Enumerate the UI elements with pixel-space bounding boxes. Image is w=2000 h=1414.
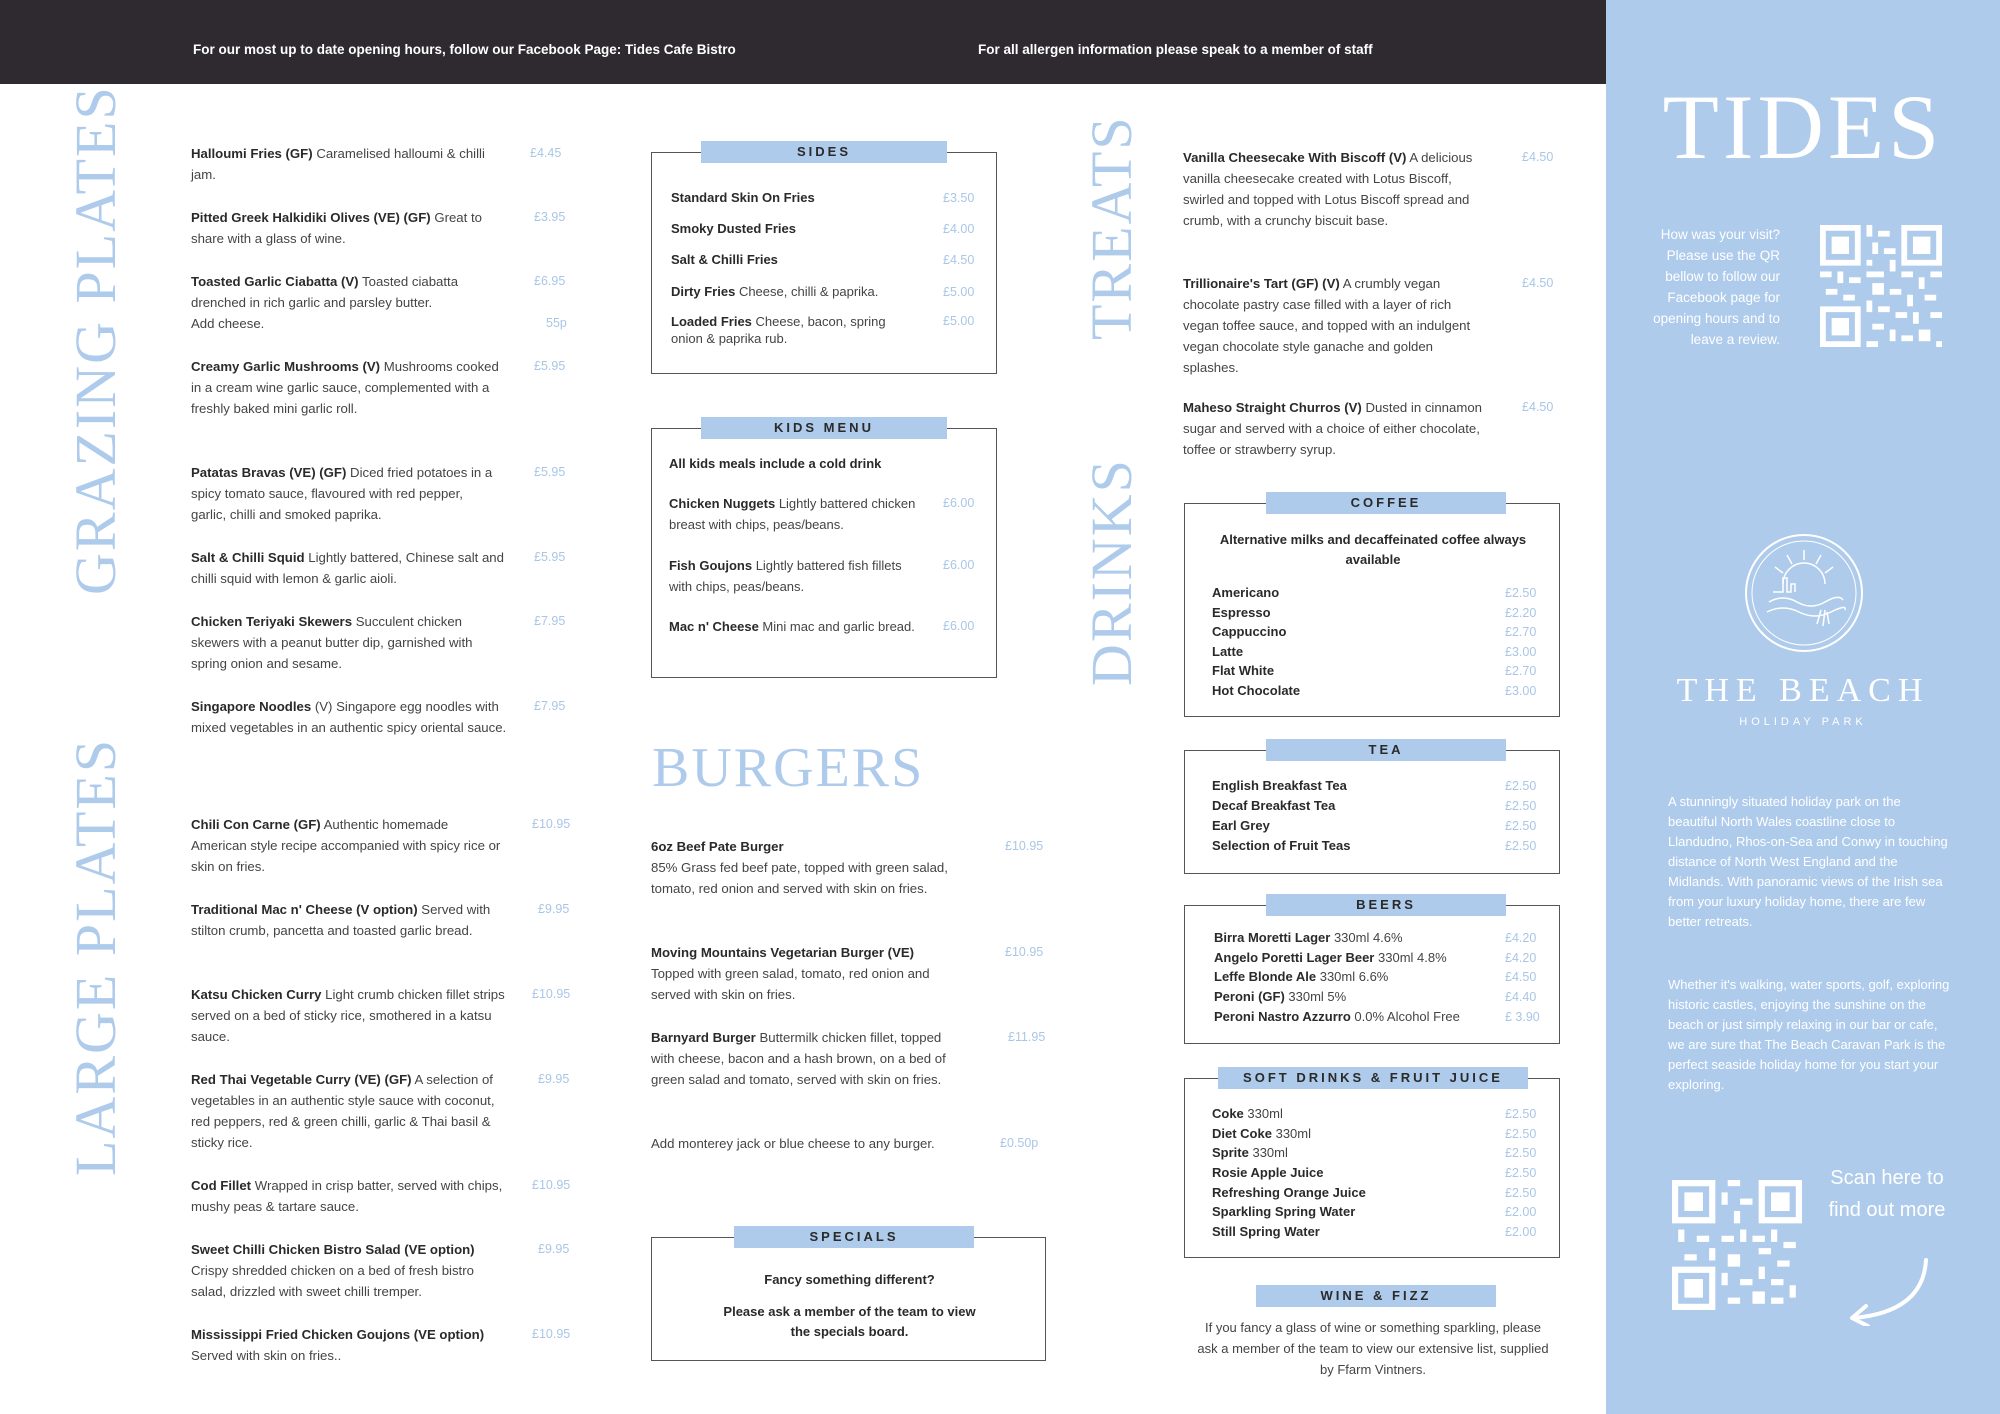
sides-row: Salt & Chilli Fries £4.50 (671, 252, 975, 267)
brand-title: TIDES (1662, 76, 1944, 178)
item-price: £7.95 (534, 699, 566, 713)
beer-row: Leffe Blonde Ale 330ml 6.6% £4.50 (1214, 969, 1537, 984)
menu-item: Red Thai Vegetable Curry (VE) (GF) A selection of vegetables in an authentic style sauce with coconut, red peppers, red & green chilli, garlic & Thai basil & sticky rice. £9.95 (191, 1069, 506, 1153)
menu-item: Trillionaire's Tart (GF) (V) A crumbly vegan chocolate pastry case filled with a layer of rich vegan toffee sauce, and topped with an indulgent vegan chocolate style ganache and golden splashes. £4.50 (1183, 273, 1488, 378)
specials-line2: Please ask a member of the team to view the specials board. (723, 1304, 976, 1339)
beer-row: Angelo Poretti Lager Beer 330ml 4.8% £4.20 (1214, 950, 1537, 965)
item-price: £10.95 (1005, 945, 1044, 959)
coffee-row: Flat White £2.70 (1212, 663, 1537, 678)
item-price: £4.45 (530, 146, 562, 160)
menu-item: Katsu Chicken Curry Light crumb chicken fillet strips served on a bed of sticky rice, smothered in a katsu sauce. £10.95 (191, 984, 506, 1047)
coffee-row: Cappuccino £2.70 (1212, 624, 1537, 639)
menu-item: Pitted Greek Halkidiki Olives (VE) (GF) Great to share with a glass of wine. £3.95 (191, 207, 511, 249)
tea-row: Decaf Breakfast Tea £2.50 (1212, 798, 1537, 813)
curved-arrow-icon (1838, 1256, 1938, 1326)
tea-box (1184, 742, 1560, 874)
top-bar (0, 0, 1606, 84)
park-activities: Whether it's walking, water sports, golf, exploring historic castles, enjoying the sunshine on the beach or just simply relaxing in our bar or cafe, we are sure that The Beach Caravan Park is the perfect seaside holiday home for you start your exploring. (1668, 977, 1950, 1092)
review-prompt: How was your visit? Please use the QR bellow to follow our Facebook page for opening hours and to leave a review. (1653, 227, 1780, 347)
tea-row: Selection of Fruit Teas £2.50 (1212, 838, 1537, 853)
item-price: £11.95 (1008, 1030, 1046, 1044)
item-price: £0.50p (1000, 1136, 1039, 1150)
soft-row: Sparkling Spring Water £2.00 (1212, 1204, 1537, 1219)
facebook-qr-code[interactable] (1820, 225, 1942, 347)
menu-item: Mississippi Fried Chicken Goujons (VE option) Served with skin on fries.. £10.95 (191, 1324, 511, 1366)
park-subtitle: HOLIDAY PARK (1739, 716, 1867, 728)
coffee-title: COFFEE (1266, 492, 1506, 514)
item-price: £7.95 (534, 614, 566, 628)
soft-row: Coke 330ml £2.50 (1212, 1106, 1537, 1121)
menu-item: 6oz Beef Pate Burger 85% Grass fed beef pate, topped with green salad, tomato, red onion and served with skin on fries. £10.95 (651, 836, 951, 899)
item-price: £10.95 (532, 1327, 571, 1341)
beers-title: BEERS (1266, 894, 1506, 916)
menu-item: Patatas Bravas (VE) (GF) Diced fried potatoes in a spicy tomato sauce, flavoured with red pepper, garlic, chilli and smoked paprika. £5.95 (191, 462, 501, 525)
item-price: £10.95 (1005, 839, 1044, 853)
grazing-plates-title: GRAZING PLATES (63, 85, 128, 595)
item-price: £5.95 (534, 359, 566, 373)
coffee-note: Alternative milks and decaffeinated coffee always available (1219, 532, 1527, 567)
brand-panel (1606, 0, 2000, 1414)
menu-item: Singapore Noodles (V) Singapore egg noodles with mixed vegetables in an authentic spicy oriental sauce. £7.95 (191, 696, 511, 738)
kids-row: Chicken Nuggets Lightly battered chicken breast with chips, peas/beans. £6.00 (669, 496, 975, 532)
soft-drinks-title: SOFT DRINKS & FRUIT JUICE (1218, 1067, 1528, 1089)
menu-item: Cod Fillet Wrapped in crisp batter, served with chips, mushy peas & tartare sauce. £10.95 (191, 1175, 506, 1217)
beer-row: Peroni (GF) 330ml 5% £4.40 (1214, 989, 1537, 1004)
coffee-box (1184, 495, 1560, 717)
wine-text: If you fancy a glass of wine or something sparkling, please ask a member of the team to view our extensive list, supplied by Ffarm Vintners. (1197, 1320, 1549, 1377)
menu-item: Traditional Mac n' Cheese (V option) Served with stilton crumb, pancetta and toasted garlic bread. £9.95 (191, 899, 506, 941)
info-qr-code[interactable] (1672, 1180, 1802, 1310)
menu-item: Moving Mountains Vegetarian Burger (VE) Topped with green salad, tomato, red onion and served with skin on fries. £10.95 (651, 942, 951, 1005)
menu-item: Add monterey jack or blue cheese to any burger. £0.50p (651, 1133, 941, 1154)
menu-item: Salt & Chilli Squid Lightly battered, Chinese salt and chilli squid with lemon & garlic aioli. £5.95 (191, 547, 511, 589)
coffee-row: Americano £2.50 (1212, 585, 1537, 600)
item-price: £10.95 (532, 987, 571, 1001)
kids-menu-box (651, 420, 997, 678)
burgers-title: BURGERS (652, 737, 925, 799)
opening-hours-note: For our most up to date opening hours, follow our Facebook Page: Tides Cafe Bistro (193, 42, 736, 57)
coffee-row: Hot Chocolate £3.00 (1212, 683, 1537, 698)
drinks-title: DRINKS (1079, 458, 1144, 686)
sides-row: Loaded Fries Cheese, bacon, spring onion & paprika rub. £5.00 (671, 314, 975, 346)
beer-row: Peroni Nastro Azzurro 0.0% Alcohol Free £ 3.90 (1214, 1009, 1540, 1024)
specials-title: SPECIALS (734, 1226, 974, 1248)
coffee-row: Latte £3.00 (1212, 644, 1537, 659)
wine-title: WINE & FIZZ (1256, 1285, 1496, 1307)
tea-row: English Breakfast Tea £2.50 (1212, 778, 1537, 793)
scan-prompt: Scan here to find out more (1828, 1167, 1946, 1221)
sides-box (651, 144, 997, 374)
specials-line1: Fancy something different? (764, 1272, 935, 1287)
beer-row: Birra Moretti Lager 330ml 4.6% £4.20 (1214, 930, 1537, 945)
menu-item: Toasted Garlic Ciabatta (V) Toasted ciabatta drenched in rich garlic and parsley butter. Add cheese. £6.95 55p (191, 271, 501, 334)
item-price: £3.95 (534, 210, 566, 224)
kids-row: Fish Goujons Lightly battered fish fillets with chips, peas/beans. £6.00 (669, 558, 975, 594)
soft-row: Sprite 330ml £2.50 (1212, 1145, 1537, 1160)
item-price: £9.95 (538, 1242, 570, 1256)
item-price: £10.95 (532, 1178, 571, 1192)
sides-title: SIDES (701, 141, 947, 163)
item-price: £4.50 (1522, 276, 1554, 290)
item-price: £5.95 (534, 550, 566, 564)
treats-title: TREATS (1079, 115, 1144, 340)
sides-row: Standard Skin On Fries £3.50 (671, 190, 975, 205)
item-price: £5.95 (534, 465, 566, 479)
coffee-row: Espresso £2.20 (1212, 605, 1537, 620)
tea-title: TEA (1266, 739, 1506, 761)
item-price: £4.50 (1522, 400, 1554, 414)
park-description: A stunningly situated holiday park on the beautiful North Wales coastline close to Llandudno, Rhos-on-Sea and Conwy in touching distance of North West England and the Midlands. With panoramic views of the Irish sea from your luxury holiday home, there are few better retreats. (1668, 794, 1948, 929)
item-price: £9.95 (538, 902, 570, 916)
kids-row: Mac n' Cheese Mini mac and garlic bread. £6.00 (669, 619, 975, 634)
soft-row: Still Spring Water £2.00 (1212, 1224, 1537, 1239)
menu-item: Vanilla Cheesecake With Biscoff (V) A delicious vanilla cheesecake created with Lotus Biscoff, swirled and topped with Lotus Biscoff spread and crumb, with a crunchy biscuit base. £4.50 (1183, 147, 1483, 231)
soft-row: Refreshing Orange Juice £2.50 (1212, 1185, 1537, 1200)
item-extra-price: 55p (546, 316, 567, 330)
item-extra: Add cheese. (191, 316, 265, 331)
tea-row: Earl Grey £2.50 (1212, 818, 1537, 833)
menu-item: Chicken Teriyaki Skewers Succulent chicken skewers with a peanut butter dip, garnished with spring onion and sesame. £7.95 (191, 611, 511, 674)
menu-item: Creamy Garlic Mushrooms (V) Mushrooms cooked in a cream wine garlic sauce, complemented with a freshly baked mini garlic roll. £5.95 (191, 356, 501, 419)
soft-row: Rosie Apple Juice £2.50 (1212, 1165, 1537, 1180)
item-price: £10.95 (532, 817, 571, 831)
kids-note: All kids meals include a cold drink (669, 456, 882, 471)
item-price: £9.95 (538, 1072, 570, 1086)
beach-park-logo-icon (1743, 532, 1865, 654)
allergen-note: For all allergen information please speak to a member of staff (978, 42, 1373, 57)
large-plates-title: LARGE PLATES (63, 737, 128, 1176)
specials-box (651, 1229, 1046, 1361)
soft-row: Diet Coke 330ml £2.50 (1212, 1126, 1537, 1141)
menu-item: Halloumi Fries (GF) Caramelised halloumi & chilli jam. £4.45 (191, 143, 496, 185)
item-price: £6.95 (534, 274, 566, 288)
menu-item: Barnyard Burger Buttermilk chicken fillet, topped with cheese, bacon and a hash brown, on a bed of green salad and tomato, served with skin on fries. £11.95 (651, 1027, 956, 1090)
park-name: THE BEACH (1676, 672, 1930, 709)
sides-row: Smoky Dusted Fries £4.00 (671, 221, 975, 236)
kids-menu-title: KIDS MENU (701, 417, 947, 439)
sides-row: Dirty Fries Cheese, chilli & paprika. £5.00 (671, 284, 975, 299)
soft-drinks-box (1184, 1070, 1560, 1258)
menu-item: Maheso Straight Churros (V) Dusted in cinnamon sugar and served with a choice of either chocolate, toffee or strawberry syrup. £4.50 (1183, 397, 1483, 460)
menu-item: Chili Con Carne (GF) Authentic homemade American style recipe accompanied with spicy rice or skin on fries. £10.95 (191, 814, 506, 877)
beers-box (1184, 897, 1560, 1044)
menu-item: Sweet Chilli Chicken Bistro Salad (VE option) Crispy shredded chicken on a bed of fresh bistro salad, drizzled with sweet chilli tremper. £9.95 (191, 1239, 511, 1302)
item-price: £4.50 (1522, 150, 1554, 164)
